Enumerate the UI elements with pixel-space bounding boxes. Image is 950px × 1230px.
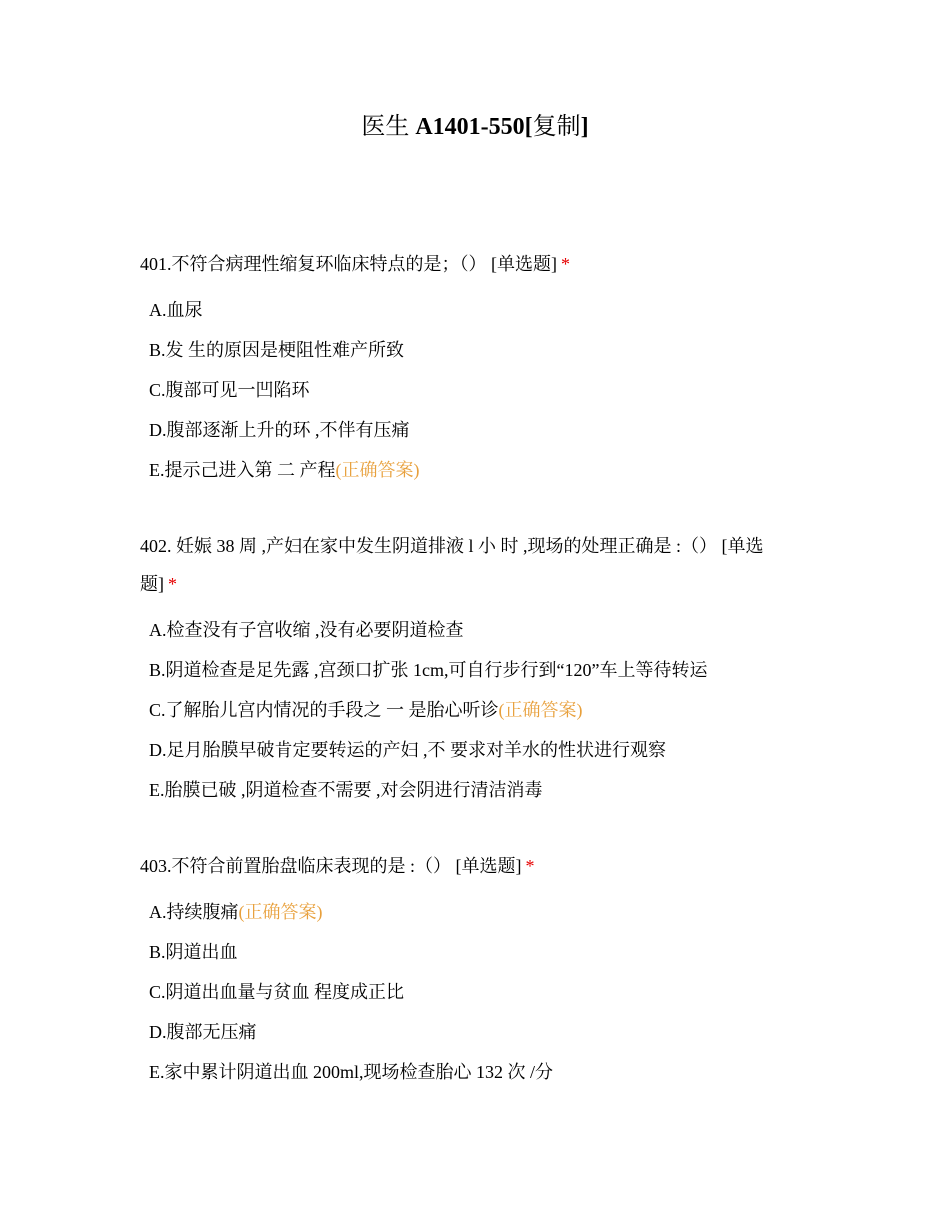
question-401-text: 401.不符合病理性缩复环临床特点的是；（） [单选题] [140,254,557,274]
required-mark: * [168,574,177,594]
option-label: B.发 生的原因是梗阻性难产所致 [149,340,405,360]
option-d[interactable] [149,410,800,450]
option-d[interactable] [149,730,800,770]
option-label: E.胎膜已破 ,阴道检查不需要 ,对会阴进行清洁消毒 [149,780,543,800]
option-label: A.检查没有子宫收缩 ,没有必要阴道检查 [149,620,464,640]
question-403-text: 403.不符合前置胎盘临床表现的是 :（） [单选题] [140,856,522,876]
title-bracket-open: [ [524,114,533,140]
option-e[interactable] [149,770,800,810]
option-list [149,290,800,490]
correct-answer-tag: (正确答案) [335,460,420,480]
option-c[interactable] [149,690,800,730]
option-label: A.持续腹痛 [149,902,239,922]
document-title [0,112,950,142]
question-text [140,527,800,603]
option-a[interactable] [149,610,800,650]
question-402 [140,527,800,810]
option-label: C.阴道出血量与贫血 程度成正比 [149,982,405,1002]
option-c[interactable] [149,370,800,410]
question-401 [140,245,800,490]
option-label: E.提示己进入第 二 产程 [149,460,336,480]
title-code: A1401-550 [415,114,525,140]
option-a[interactable] [149,892,800,932]
option-label: C.腹部可见一凹陷环 [149,380,310,400]
question-text [140,245,800,283]
question-402-text: 402. 妊娠 38 周 ,产妇在家中发生阴道排液 l 小 时 ,现场的处理正确是 :（） [单选题] [140,536,764,594]
option-a[interactable] [149,290,800,330]
title-bracket-close: ] [580,114,589,140]
option-label: E.家中累计阴道出血 200ml,现场检查胎心 132 次 /分 [149,1062,553,1082]
option-label: C.了解胎儿宫内情况的手段之 一 是胎心听诊 [149,700,499,720]
option-label: D.足月胎膜早破肯定要转运的产妇 ,不 要求对羊水的性状进行观察 [149,740,666,760]
option-list [149,892,800,1092]
option-list [149,610,800,810]
title-prefix: 医生 [361,114,416,140]
option-label: D.腹部逐渐上升的环 ,不伴有压痛 [149,420,410,440]
option-e[interactable] [149,450,800,490]
option-e[interactable] [149,1052,800,1092]
correct-answer-tag: (正确答案) [498,700,583,720]
required-mark: * [561,254,570,274]
option-b[interactable] [149,650,800,690]
option-b[interactable] [149,932,800,972]
option-label: B.阴道出血 [149,942,238,962]
option-label: A.血尿 [149,300,203,320]
option-c[interactable] [149,972,800,1012]
option-label: D.腹部无压痛 [149,1022,257,1042]
required-mark: * [525,856,535,876]
option-label: B.阴道检查是足先露 ,宫颈口扩张 1cm,可自行步行到“120”车上等待转运 [149,660,708,680]
option-d[interactable] [149,1012,800,1052]
correct-answer-tag: (正确答案) [238,902,323,922]
question-text [140,847,800,885]
question-403 [140,847,800,1092]
title-copy-word: 复制 [532,114,581,140]
option-b[interactable] [149,330,800,370]
